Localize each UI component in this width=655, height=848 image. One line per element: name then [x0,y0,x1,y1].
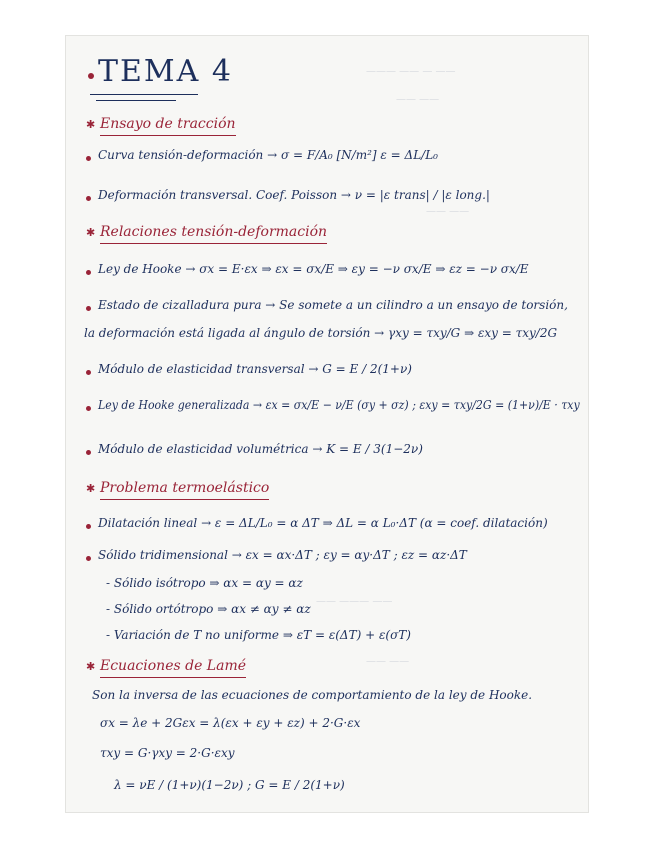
note-line: Estado de cizalladura pura → Se somete a un cilindro a un ensayo de torsión, [98,298,568,312]
bleed-through-text: —— —— [396,94,440,105]
bullet [86,196,91,201]
section-heading: Problema termoelástico [100,480,270,496]
page-title: TEMA 4 [98,54,233,89]
section-star: ✱ [86,118,96,131]
note-line: - Sólido ortótropo ⇒ αx ≠ αy ≠ αz [106,602,311,616]
note-line: Sólido tridimensional → εx = αx·ΔT ; εy = αy·ΔT ; εz = αz·ΔT [98,548,467,562]
bullet [86,450,91,455]
section-heading: Relaciones tensión-deformación [100,224,328,240]
section-star: ✱ [86,226,96,239]
note-line: - Variación de T no uniforme ⇒ εT = ε(ΔT) + ε(σT) [106,628,411,642]
note-line: τxy = G·γxy = 2·G·εxy [100,746,235,760]
bullet [86,524,91,529]
note-line: Son la inversa de las ecuaciones de comportamiento de la ley de Hooke. [92,688,533,702]
bleed-through-text: —— —— [426,206,470,217]
note-line: λ = νE / (1+ν)(1−2ν) ; G = E / 2(1+ν) [114,778,345,792]
note-line: Dilatación lineal → ε = ΔL/L₀ = α ΔT ⇒ ΔL = α L₀·ΔT (α = coef. dilatación) [98,516,548,530]
bullet [86,406,91,411]
title-bullet [88,73,94,79]
bleed-through-text: —— —— [366,656,410,667]
section-heading: Ecuaciones de Lamé [100,658,247,674]
note-line: Módulo de elasticidad volumétrica → K = E / 3(1−2ν) [98,442,423,456]
note-line: Curva tensión-deformación → σ = F/A₀ [N/m²] ε = ΔL/L₀ [98,148,438,162]
bullet [86,370,91,375]
note-line: - Sólido isótropo ⇒ αx = αy = αz [106,576,303,590]
section-star: ✱ [86,482,96,495]
bullet [86,270,91,275]
note-line: σx = λe + 2Gεx = λ(εx + εy + εz) + 2·G·εx [100,716,361,730]
bleed-through-text: —— ——— —— [316,596,393,607]
note-line: Deformación transversal. Coef. Poisson → ν = |ε trans| / |ε long.| [98,188,490,202]
bullet [86,306,91,311]
section-heading: Ensayo de tracción [100,116,236,132]
bullet [86,156,91,161]
bleed-through-text: ——— —— — —— [366,66,456,77]
title-underline-1 [90,94,198,95]
notebook-page [66,36,588,812]
title-underline-2 [96,100,176,101]
note-line: Módulo de elasticidad transversal → G = E / 2(1+ν) [98,362,412,376]
bullet [86,556,91,561]
note-line: Ley de Hooke → σx = E·εx ⇒ εx = σx/E ⇒ εy = −ν σx/E ⇒ εz = −ν σx/E [98,262,529,276]
note-line: Ley de Hooke generalizada → εx = σx/E − ν/E (σy + σz) ; εxy = τxy/2G = (1+ν)/E · τxy [98,398,580,412]
note-line: la deformación está ligada al ángulo de torsión → γxy = τxy/G ⇒ εxy = τxy/2G [84,326,558,340]
section-star: ✱ [86,660,96,673]
